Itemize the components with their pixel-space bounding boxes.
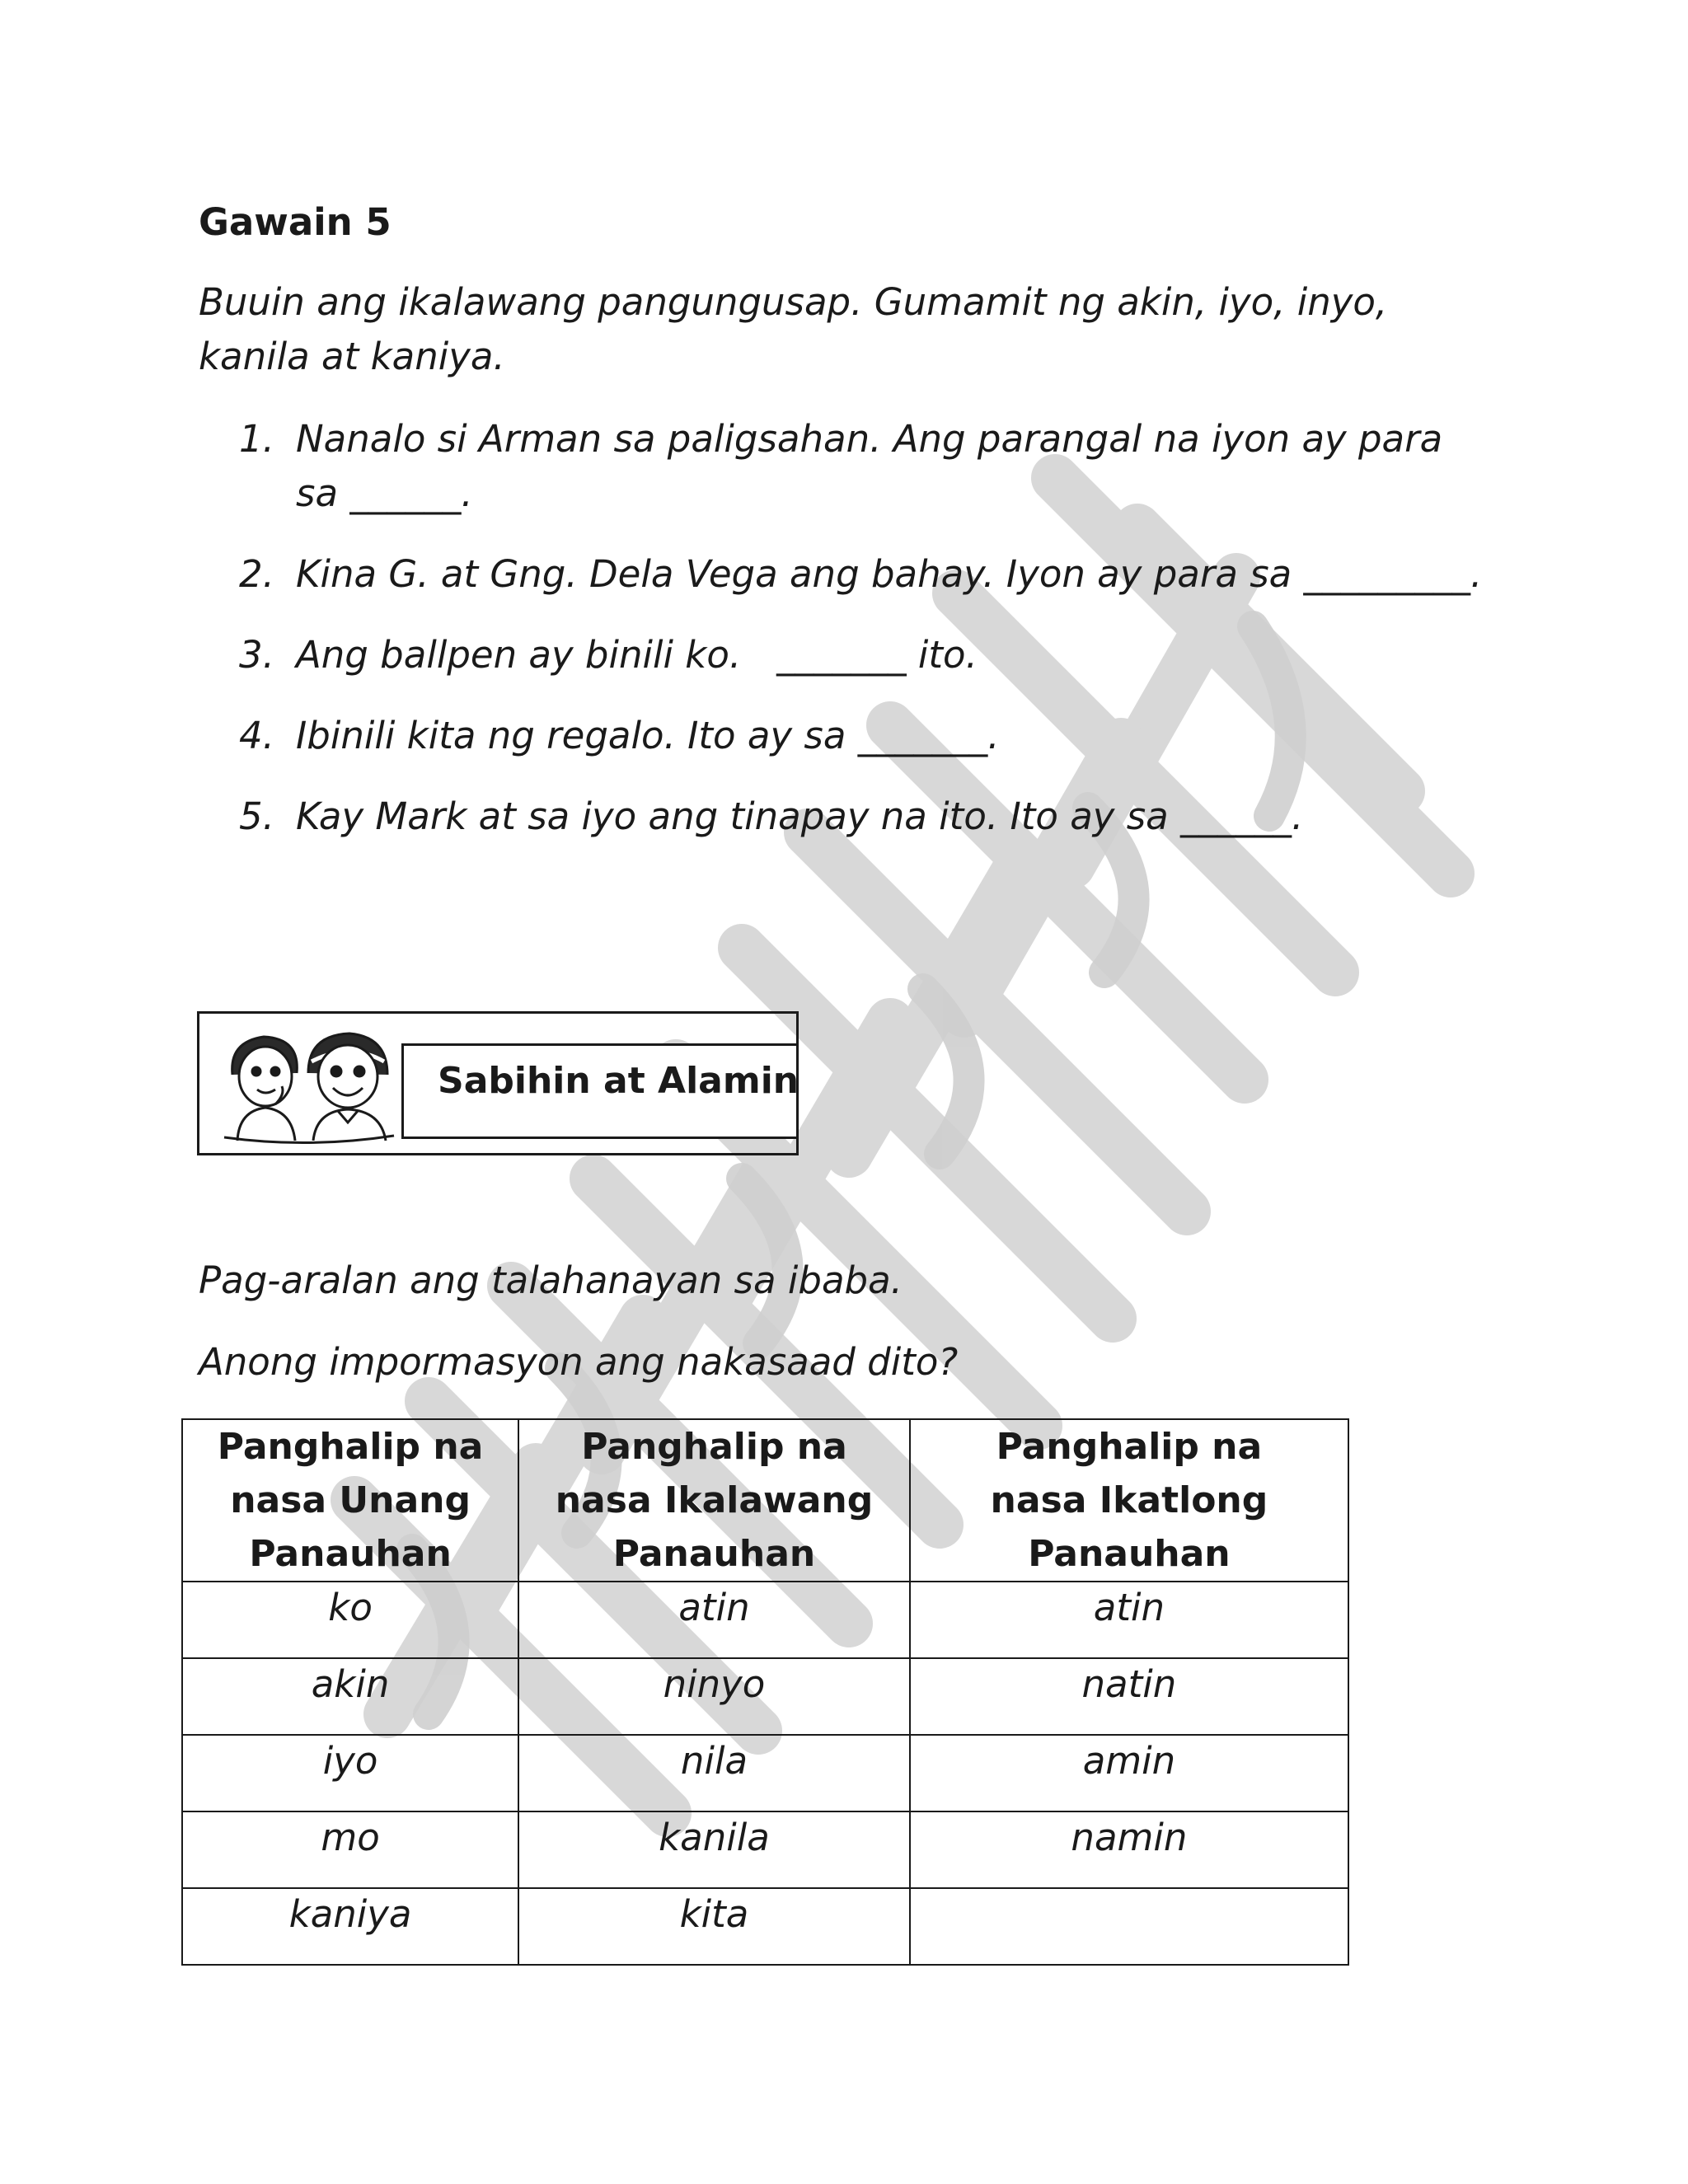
question-text: Ang ballpen ay binili ko. _______ ito. bbox=[296, 633, 978, 677]
table-row bbox=[182, 1582, 1348, 1658]
table-cell: atin bbox=[910, 1582, 1348, 1658]
table-cell: iyo bbox=[182, 1735, 518, 1811]
column-header: Panghalip na nasa Ikatlong Panauhan bbox=[910, 1419, 1348, 1582]
table-cell: akin bbox=[182, 1658, 518, 1735]
section-title-frame bbox=[401, 1043, 799, 1139]
question-number: 3. bbox=[239, 633, 274, 677]
section-header-box bbox=[197, 1011, 799, 1155]
question-text: Kina G. at Gng. Dela Vega ang bahay. Iyon ay para sa _________. bbox=[296, 552, 1483, 596]
question-item bbox=[239, 628, 1492, 682]
table-cell: ko bbox=[182, 1582, 518, 1658]
table-row bbox=[182, 1888, 1348, 1965]
question-number: 1. bbox=[239, 417, 274, 461]
section-title: Sabihin at Alamin bbox=[438, 1060, 799, 1102]
table-cell: nila bbox=[518, 1735, 910, 1811]
question-text: Nanalo si Arman sa paligsahan. Ang parangal na iyon ay para sa ______. bbox=[296, 417, 1443, 515]
table-cell: amin bbox=[910, 1735, 1348, 1811]
table-row bbox=[182, 1811, 1348, 1888]
table-cell: namin bbox=[910, 1811, 1348, 1888]
table-row bbox=[182, 1658, 1348, 1735]
question-number: 5. bbox=[239, 794, 274, 838]
table-cell: mo bbox=[182, 1811, 518, 1888]
table-cell: atin bbox=[518, 1582, 910, 1658]
question-text: Kay Mark at sa iyo ang tinapay na ito. Ito ay sa ______. bbox=[296, 794, 1304, 838]
table-row bbox=[182, 1735, 1348, 1811]
study-instruction: Pag-aralan ang talahanayan sa ibaba. bbox=[199, 1258, 903, 1302]
table-cell: ninyo bbox=[518, 1658, 910, 1735]
question-number: 2. bbox=[239, 552, 274, 596]
table-cell: kanila bbox=[518, 1811, 910, 1888]
table-cell bbox=[910, 1888, 1348, 1965]
activity-title: Gawain 5 bbox=[199, 200, 392, 244]
activity-instruction: Buuin ang ikalawang pangungusap. Gumamit ng akin, iyo, inyo, kanila at kaniya. bbox=[199, 280, 1388, 378]
study-question: Anong impormasyon ang nakasaad dito? bbox=[199, 1340, 959, 1384]
column-header: Panghalip na nasa Ikalawang Panauhan bbox=[518, 1419, 910, 1582]
pronoun-table bbox=[181, 1418, 1349, 1966]
table-cell: kita bbox=[518, 1888, 910, 1965]
question-item bbox=[239, 709, 1492, 763]
question-number: 4. bbox=[239, 714, 274, 757]
column-header: Panghalip na nasa Unang Panauhan bbox=[182, 1419, 518, 1582]
table-cell: natin bbox=[910, 1658, 1348, 1735]
question-item bbox=[239, 412, 1492, 521]
table-cell: kaniya bbox=[182, 1888, 518, 1965]
question-item bbox=[239, 547, 1492, 602]
children-talking-illustration bbox=[218, 1025, 401, 1146]
question-list bbox=[239, 412, 1492, 870]
question-item bbox=[239, 790, 1492, 844]
question-text: Ibinili kita ng regalo. Ito ay sa _______. bbox=[296, 714, 1000, 757]
table-header-row bbox=[182, 1419, 1348, 1582]
